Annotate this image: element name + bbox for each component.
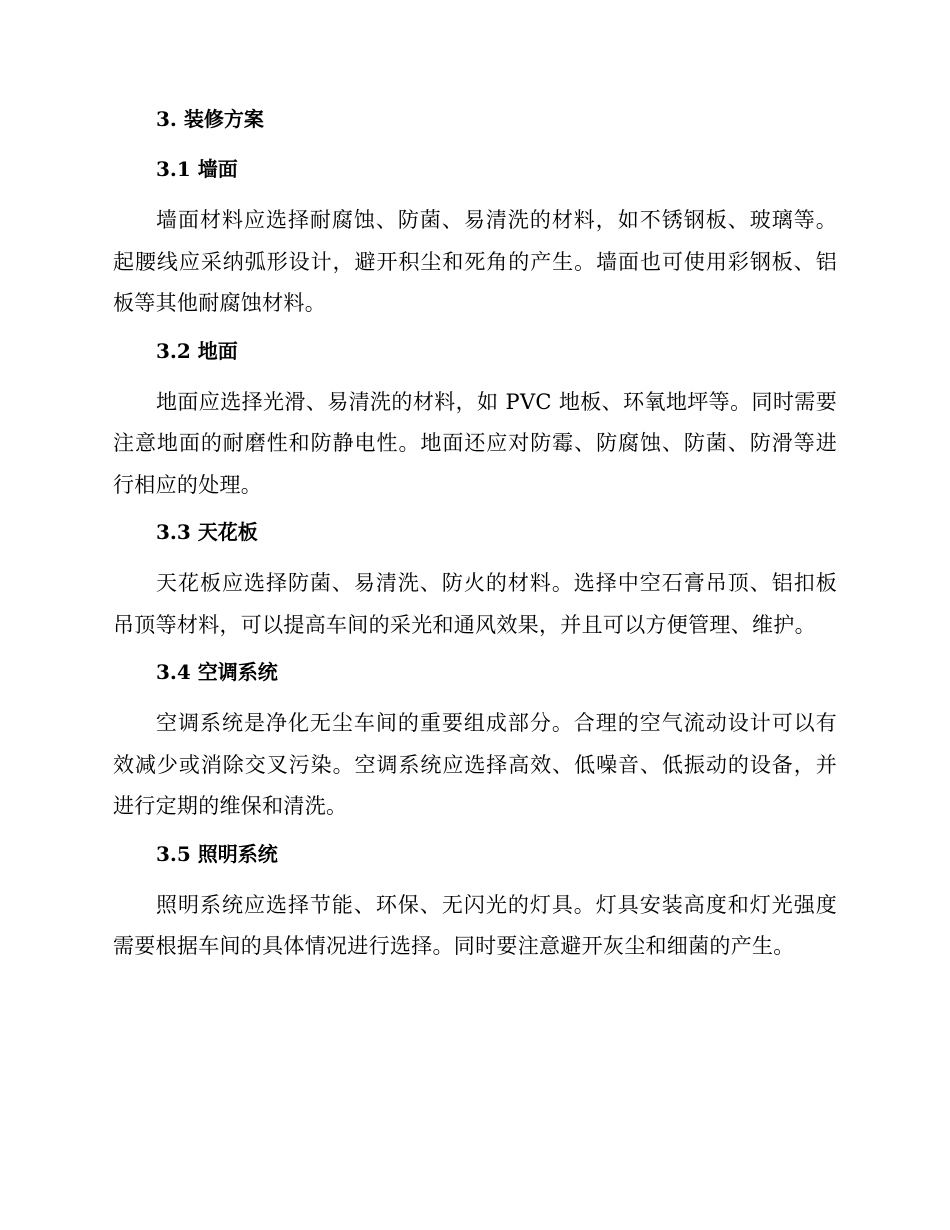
section-title-hvac: 3.4 空调系统 xyxy=(156,660,278,684)
section-text-lighting: 照明系统应选择节能、环保、无闪光的灯具。灯具安装高度和灯光强度需要根据车间的具体情况进行选择。同时要注意避开灰尘和细菌的产生。 xyxy=(113,892,837,958)
section-text-hvac: 空调系统是净化无尘车间的重要组成部分。合理的空气流动设计可以有效减少或消除交叉污染。空调系统应选择高效、低噪音、低振动的设备，并进行定期的维保和清洗。 xyxy=(113,711,837,818)
section-title-wall: 3.1 墙面 xyxy=(156,157,238,181)
section-text-floor: 地面应选择光滑、易清洗的材料，如 PVC 地板、环氧地坪等。同时需要注意地面的耐磨性和防静电性。地面还应对防霉、防腐蚀、防菌、防滑等进行相应的处理。 xyxy=(113,389,837,497)
section-text-wall: 墙面材料应选择耐腐蚀、防菌、易清洗的材料，如不锈钢板、玻璃等。起腰线应采纳弧形设计，避开积尘和死角的产生。墙面也可使用彩钢板、铝板等其他耐腐蚀材料。 xyxy=(113,208,837,315)
chapter-heading: 3. 装修方案 xyxy=(156,107,264,131)
section-title-floor: 3.2 地面 xyxy=(156,338,238,363)
section-title-ceiling: 3.3 天花板 xyxy=(156,520,258,544)
section-title-lighting: 3.5 照明系统 xyxy=(156,841,278,866)
document-page xyxy=(113,104,837,979)
section-text-ceiling: 天花板应选择防菌、易清洗、防火的材料。选择中空石膏吊顶、铝扣板吊顶等材料，可以提高车间的采光和通风效果，并且可以方便管理、维护。 xyxy=(113,571,837,637)
